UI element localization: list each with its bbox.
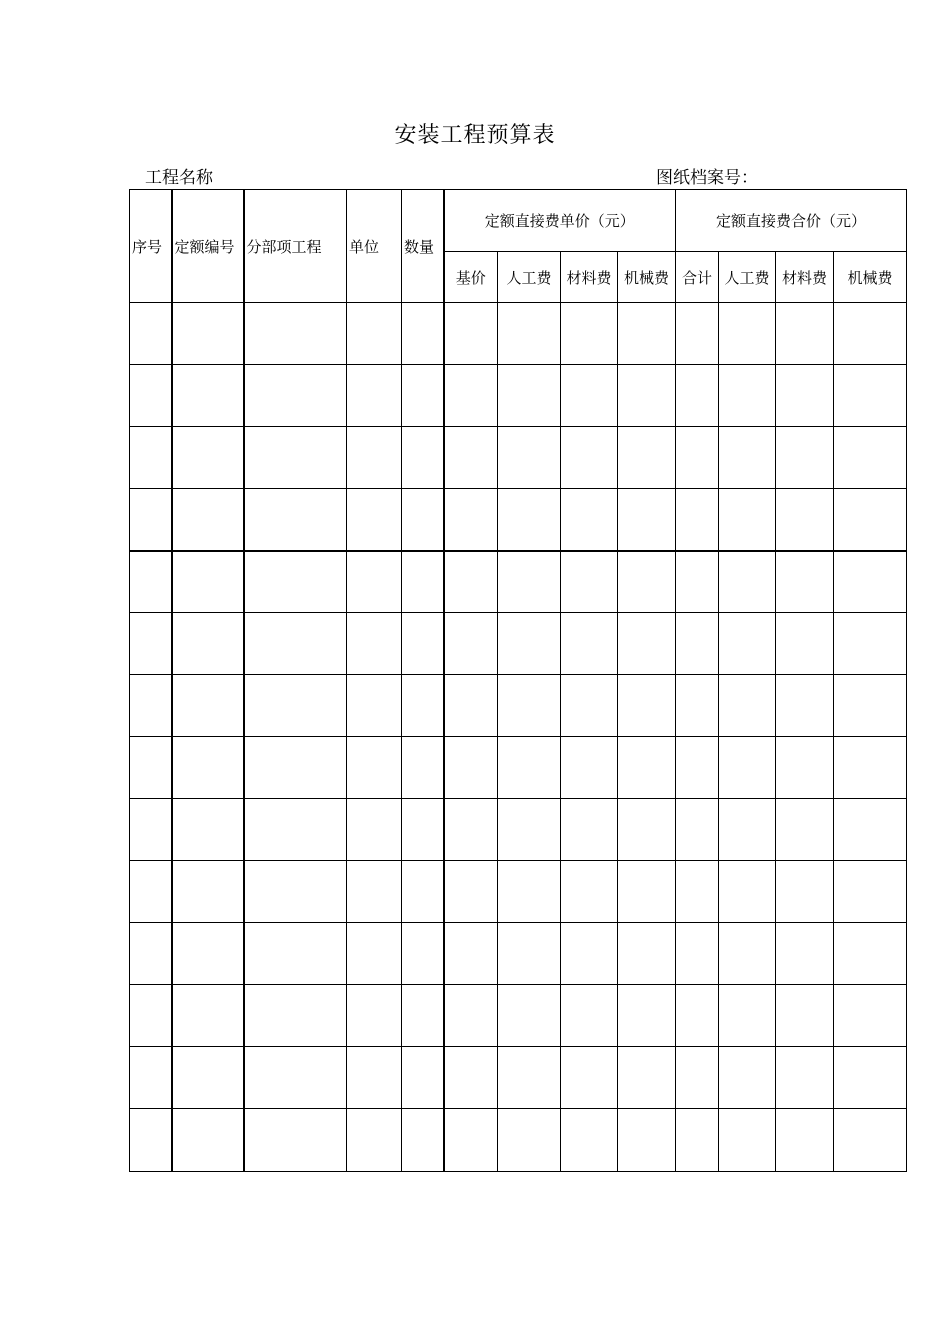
cell-seq bbox=[130, 551, 172, 613]
table-body bbox=[130, 303, 907, 1172]
drawing-archive-label: 图纸档案号： bbox=[656, 168, 758, 188]
cell-quota-code bbox=[172, 985, 244, 1047]
cell-total-labor bbox=[719, 675, 776, 737]
table-row bbox=[130, 303, 907, 365]
cell-sub-item bbox=[244, 737, 347, 799]
cell-total-material bbox=[776, 1109, 834, 1172]
cell-total-machinery bbox=[834, 675, 907, 737]
cell-quota-code bbox=[172, 1109, 244, 1172]
cell-unit-labor bbox=[498, 365, 561, 427]
cell-total-machinery bbox=[834, 799, 907, 861]
cell-total-labor bbox=[719, 985, 776, 1047]
cell-total bbox=[676, 675, 719, 737]
cell-total bbox=[676, 1109, 719, 1172]
cell-seq bbox=[130, 613, 172, 675]
table-header bbox=[130, 190, 907, 303]
cell-quota-code bbox=[172, 303, 244, 365]
cell-total-labor bbox=[719, 1109, 776, 1172]
cell-total-labor bbox=[719, 613, 776, 675]
cell-total bbox=[676, 923, 719, 985]
table-row bbox=[130, 551, 907, 613]
cell-unit-machinery bbox=[618, 675, 676, 737]
cell-unit bbox=[347, 1109, 402, 1172]
cell-unit-material bbox=[561, 923, 618, 985]
cell-total-labor bbox=[719, 1047, 776, 1109]
cell-total-material bbox=[776, 985, 834, 1047]
cell-quota-code bbox=[172, 551, 244, 613]
cell-total-material bbox=[776, 861, 834, 923]
cell-base-price bbox=[444, 1047, 498, 1109]
cell-total bbox=[676, 613, 719, 675]
cell-total-machinery bbox=[834, 551, 907, 613]
project-name-label: 工程名称 bbox=[145, 168, 213, 188]
cell-quantity bbox=[402, 675, 444, 737]
cell-quantity bbox=[402, 1109, 444, 1172]
cell-unit-labor bbox=[498, 1109, 561, 1172]
cell-unit bbox=[347, 427, 402, 489]
cell-base-price bbox=[444, 985, 498, 1047]
cell-unit-labor bbox=[498, 489, 561, 551]
header-total-labor: 人工费 bbox=[719, 252, 776, 303]
cell-unit-labor bbox=[498, 923, 561, 985]
header-seq: 序号 bbox=[130, 190, 172, 303]
cell-unit-machinery bbox=[618, 799, 676, 861]
cell-unit-material bbox=[561, 427, 618, 489]
cell-unit-machinery bbox=[618, 613, 676, 675]
header-quota-code: 定额编号 bbox=[172, 190, 244, 303]
table-row bbox=[130, 427, 907, 489]
cell-unit-labor bbox=[498, 303, 561, 365]
cell-total-machinery bbox=[834, 613, 907, 675]
budget-table bbox=[129, 189, 907, 1172]
cell-unit-machinery bbox=[618, 303, 676, 365]
table-row bbox=[130, 1047, 907, 1109]
cell-sub-item bbox=[244, 1109, 347, 1172]
cell-quantity bbox=[402, 737, 444, 799]
cell-sub-item bbox=[244, 551, 347, 613]
cell-total-labor bbox=[719, 737, 776, 799]
cell-unit bbox=[347, 489, 402, 551]
cell-total-machinery bbox=[834, 1047, 907, 1109]
cell-unit-labor bbox=[498, 1047, 561, 1109]
cell-quantity bbox=[402, 365, 444, 427]
cell-unit bbox=[347, 861, 402, 923]
cell-base-price bbox=[444, 613, 498, 675]
cell-total-labor bbox=[719, 861, 776, 923]
cell-total-labor bbox=[719, 365, 776, 427]
cell-total-material bbox=[776, 365, 834, 427]
cell-unit bbox=[347, 613, 402, 675]
cell-sub-item bbox=[244, 923, 347, 985]
table-row bbox=[130, 489, 907, 551]
table-row bbox=[130, 1109, 907, 1172]
cell-total-labor bbox=[719, 799, 776, 861]
cell-total-material bbox=[776, 427, 834, 489]
cell-quota-code bbox=[172, 489, 244, 551]
cell-quantity bbox=[402, 985, 444, 1047]
cell-unit bbox=[347, 737, 402, 799]
header-base-price: 基价 bbox=[444, 252, 498, 303]
cell-unit-labor bbox=[498, 799, 561, 861]
table-row bbox=[130, 985, 907, 1047]
cell-sub-item bbox=[244, 365, 347, 427]
cell-sub-item bbox=[244, 427, 347, 489]
cell-total bbox=[676, 365, 719, 427]
cell-total-labor bbox=[719, 923, 776, 985]
cell-sub-item bbox=[244, 799, 347, 861]
cell-unit bbox=[347, 675, 402, 737]
cell-unit-machinery bbox=[618, 1109, 676, 1172]
cell-base-price bbox=[444, 489, 498, 551]
cell-unit-machinery bbox=[618, 551, 676, 613]
header-unit-labor: 人工费 bbox=[498, 252, 561, 303]
cell-unit-machinery bbox=[618, 923, 676, 985]
cell-total-labor bbox=[719, 427, 776, 489]
cell-quantity bbox=[402, 613, 444, 675]
cell-quota-code bbox=[172, 675, 244, 737]
cell-sub-item bbox=[244, 489, 347, 551]
cell-total bbox=[676, 551, 719, 613]
cell-quota-code bbox=[172, 365, 244, 427]
page-title: 安装工程预算表 bbox=[394, 123, 556, 148]
cell-unit-material bbox=[561, 613, 618, 675]
cell-sub-item bbox=[244, 1047, 347, 1109]
cell-base-price bbox=[444, 799, 498, 861]
cell-total-machinery bbox=[834, 427, 907, 489]
cell-quota-code bbox=[172, 923, 244, 985]
table-row bbox=[130, 861, 907, 923]
cell-unit-machinery bbox=[618, 1047, 676, 1109]
cell-seq bbox=[130, 365, 172, 427]
header-total-price-group: 定额直接费合价（元） bbox=[676, 190, 907, 252]
cell-total bbox=[676, 1047, 719, 1109]
cell-total-labor bbox=[719, 303, 776, 365]
cell-seq bbox=[130, 675, 172, 737]
cell-unit-material bbox=[561, 737, 618, 799]
cell-total-machinery bbox=[834, 303, 907, 365]
header-unit-price-group: 定额直接费单价（元） bbox=[444, 190, 676, 252]
cell-total-machinery bbox=[834, 737, 907, 799]
cell-unit-material bbox=[561, 1109, 618, 1172]
table-row bbox=[130, 365, 907, 427]
cell-seq bbox=[130, 303, 172, 365]
cell-unit-labor bbox=[498, 675, 561, 737]
cell-quantity bbox=[402, 799, 444, 861]
table-row bbox=[130, 613, 907, 675]
cell-sub-item bbox=[244, 675, 347, 737]
cell-quantity bbox=[402, 923, 444, 985]
cell-quantity bbox=[402, 861, 444, 923]
cell-total bbox=[676, 985, 719, 1047]
cell-quota-code bbox=[172, 861, 244, 923]
header-unit: 单位 bbox=[347, 190, 402, 303]
cell-quantity bbox=[402, 1047, 444, 1109]
cell-unit-machinery bbox=[618, 427, 676, 489]
cell-quantity bbox=[402, 551, 444, 613]
cell-unit bbox=[347, 303, 402, 365]
cell-total-material bbox=[776, 303, 834, 365]
cell-base-price bbox=[444, 303, 498, 365]
cell-total bbox=[676, 799, 719, 861]
cell-total-machinery bbox=[834, 861, 907, 923]
cell-total-machinery bbox=[834, 489, 907, 551]
cell-seq bbox=[130, 923, 172, 985]
cell-unit-machinery bbox=[618, 861, 676, 923]
cell-unit-material bbox=[561, 303, 618, 365]
header-total-material: 材料费 bbox=[776, 252, 834, 303]
cell-base-price bbox=[444, 1109, 498, 1172]
header-unit-material: 材料费 bbox=[561, 252, 618, 303]
cell-seq bbox=[130, 737, 172, 799]
cell-total-material bbox=[776, 613, 834, 675]
cell-unit-machinery bbox=[618, 489, 676, 551]
cell-unit-labor bbox=[498, 613, 561, 675]
cell-unit-labor bbox=[498, 427, 561, 489]
cell-total-machinery bbox=[834, 365, 907, 427]
cell-quota-code bbox=[172, 613, 244, 675]
cell-unit-labor bbox=[498, 551, 561, 613]
cell-seq bbox=[130, 799, 172, 861]
cell-total-material bbox=[776, 551, 834, 613]
cell-unit bbox=[347, 365, 402, 427]
table-row bbox=[130, 737, 907, 799]
cell-unit-material bbox=[561, 985, 618, 1047]
cell-unit bbox=[347, 923, 402, 985]
cell-total-machinery bbox=[834, 923, 907, 985]
cell-unit-material bbox=[561, 489, 618, 551]
cell-unit-machinery bbox=[618, 365, 676, 427]
cell-base-price bbox=[444, 551, 498, 613]
cell-unit bbox=[347, 985, 402, 1047]
cell-seq bbox=[130, 1047, 172, 1109]
cell-seq bbox=[130, 1109, 172, 1172]
cell-total bbox=[676, 303, 719, 365]
cell-base-price bbox=[444, 675, 498, 737]
cell-unit-material bbox=[561, 861, 618, 923]
cell-total-machinery bbox=[834, 985, 907, 1047]
cell-unit-labor bbox=[498, 861, 561, 923]
header-quantity: 数量 bbox=[402, 190, 444, 303]
cell-total-material bbox=[776, 799, 834, 861]
cell-quota-code bbox=[172, 737, 244, 799]
cell-seq bbox=[130, 861, 172, 923]
cell-seq bbox=[130, 985, 172, 1047]
cell-quota-code bbox=[172, 427, 244, 489]
cell-base-price bbox=[444, 737, 498, 799]
cell-total-material bbox=[776, 923, 834, 985]
cell-sub-item bbox=[244, 985, 347, 1047]
cell-unit-material bbox=[561, 675, 618, 737]
cell-unit-material bbox=[561, 551, 618, 613]
header-total: 合计 bbox=[676, 252, 719, 303]
cell-sub-item bbox=[244, 613, 347, 675]
cell-quantity bbox=[402, 427, 444, 489]
cell-total-material bbox=[776, 675, 834, 737]
cell-total bbox=[676, 427, 719, 489]
cell-sub-item bbox=[244, 303, 347, 365]
cell-unit-machinery bbox=[618, 737, 676, 799]
cell-total bbox=[676, 861, 719, 923]
cell-seq bbox=[130, 427, 172, 489]
cell-unit-labor bbox=[498, 985, 561, 1047]
header-unit-machinery: 机械费 bbox=[618, 252, 676, 303]
cell-unit bbox=[347, 551, 402, 613]
cell-total-material bbox=[776, 489, 834, 551]
cell-total-labor bbox=[719, 489, 776, 551]
table-row bbox=[130, 675, 907, 737]
cell-base-price bbox=[444, 427, 498, 489]
header-total-machinery: 机械费 bbox=[834, 252, 907, 303]
cell-total-material bbox=[776, 737, 834, 799]
cell-quantity bbox=[402, 303, 444, 365]
cell-unit bbox=[347, 1047, 402, 1109]
cell-total-material bbox=[776, 1047, 834, 1109]
cell-total-labor bbox=[719, 551, 776, 613]
cell-base-price bbox=[444, 923, 498, 985]
cell-quota-code bbox=[172, 1047, 244, 1109]
table-row bbox=[130, 799, 907, 861]
cell-base-price bbox=[444, 365, 498, 427]
table-row bbox=[130, 923, 907, 985]
cell-unit-material bbox=[561, 799, 618, 861]
cell-total bbox=[676, 737, 719, 799]
cell-quantity bbox=[402, 489, 444, 551]
cell-unit bbox=[347, 799, 402, 861]
header-sub-item: 分部项工程 bbox=[244, 190, 347, 303]
cell-unit-machinery bbox=[618, 985, 676, 1047]
cell-total-machinery bbox=[834, 1109, 907, 1172]
cell-unit-material bbox=[561, 1047, 618, 1109]
cell-unit-labor bbox=[498, 737, 561, 799]
cell-total bbox=[676, 489, 719, 551]
cell-base-price bbox=[444, 861, 498, 923]
cell-unit-material bbox=[561, 365, 618, 427]
cell-sub-item bbox=[244, 861, 347, 923]
cell-quota-code bbox=[172, 799, 244, 861]
cell-seq bbox=[130, 489, 172, 551]
